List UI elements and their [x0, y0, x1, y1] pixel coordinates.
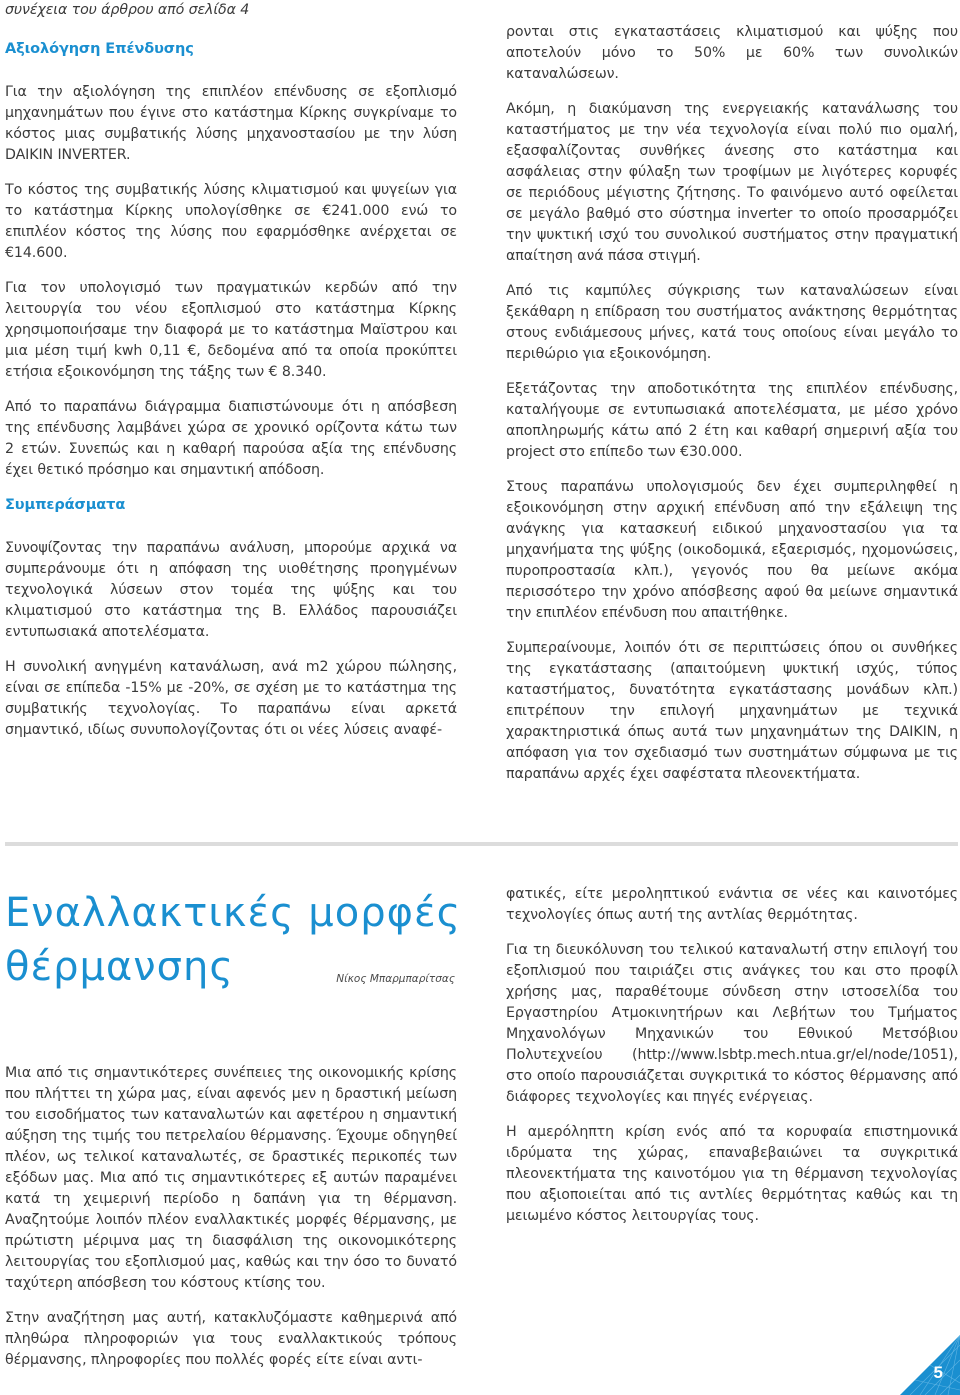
page-number: 5 — [933, 1363, 943, 1382]
page-corner-graphic — [900, 1335, 960, 1395]
paragraph: Για την αξιολόγηση της επιπλέον επένδυσης σε εξοπλισμό μηχανημάτων που έγινε στο κατάστημα Κίρκης συγκρίναμε το κόστος μιας συμβατικής λύσης μηχανοστασίου με την λύση DAIKIN INVERTER. — [5, 84, 457, 163]
section-heading-investment: Αξιολόγηση Επένδυσης — [5, 41, 194, 57]
bottom-left-column — [5, 1063, 457, 1371]
paragraph: Από τις καμπύλες σύγκρισης των καταναλώσεων είναι ξεκάθαρη η επίδραση του συστήματος ανάκτησης θερμότητας στους ενδιάμεσους μήνες, κατά τους οποίους είναι μεγάλο το περιθώριο για εξοικονόμηση. — [506, 283, 958, 362]
paragraph: ρονται στις εγκαταστάσεις κλιματισμού και ψύξης που αποτελούν μόνο το 50% με 60% των συνολικών καταναλώσεων. — [506, 24, 958, 82]
top-left-column — [5, 0, 457, 741]
paragraph: Για τον υπολογισμό των πραγματικών κερδών από την λειτουργία του νέου εξοπλισμού στο κατάστημα Κίρκης χρησιμοποιήσαμε την διαφορά με το κατάστημα Μαϊστρου και μια μέση τιμή kwh 0,11 €, δεδομένα από τα οποία προκύπτει ετήσια εξοικονόμηση της τάξης των € 8.340. — [5, 280, 457, 380]
paragraph: Συνοψίζοντας την παραπάνω ανάλυση, μπορούμε αρχικά να συμπεράνουμε ότι η απόφαση της υιοθέτησης προηγμένων τεχνολογικά λύσεων στον τομέα της ψύξης και του κλιματισμού στο κατάστημα της Β. Ελλάδος παρουσιάζει εντυπωσιακά αποτελέσματα. — [5, 540, 457, 640]
paragraph: φατικές, είτε μεροληπτικού ενάντια σε νέες και καινοτόμες τεχνολογίες όπως αυτή της αντλίας θερμότητας. — [506, 886, 958, 923]
section-heading-conclusions: Συμπεράσματα — [5, 497, 126, 513]
paragraph: Εξετάζοντας την αποδοτικότητα της επιπλέον επένδυσης, καταλήγουμε σε εντυπωσιακά αποτελέσματα, με μέσο χρόνο αποπληρωμής κάτω από 2 έτη και καθαρή σημερινή αξία του project στο επίπεδο των €30.000. — [506, 381, 958, 460]
paragraph: Στους παραπάνω υπολογισμούς δεν έχει συμπεριληφθεί η εξοικονόμηση στην αρχική επένδυση από την εξάλειψη της ανάγκης για κατασκευή ειδικού μηχανοστασίου για τα μηχανήματα της ψύξης (οικοδομικά, εξαερισμός, ηχομονώσεις, πυροπροστασία κλπ.), γεγονός που θα μείωνε ακόμα περισσότερο την χρόνο απόσβεσης αφού θα μείωνε σημαντικά την επιπλέον επένδυση που απαιτήθηκε. — [506, 479, 958, 621]
bottom-right-column — [506, 884, 958, 1227]
continued-note: συνέχεια του άρθρου από σελίδα 4 — [5, 2, 250, 18]
paragraph: Συμπεραίνουμε, λοιπόν ότι σε περιπτώσεις όπου οι συνθήκες της εγκατάστασης (απαιτούμενη ψυκτική ισχύς, τύπος καταστήματος, δυνατότητα εγκατάστασης μονάδων κλπ.) επιτρέπουν την επιλογή μηχανημάτων με τεχνικά χαρακτηριστικά όπως αυτά των μηχανημάτων της DAIKIN, η απόφαση για τον σχεδιασμό των συστημάτων σύμφωνα με τις παραπάνω αρχές έχει σαφέστατα πλεονεκτήματα. — [506, 640, 958, 782]
paragraph: Για τη διευκόλυνση του τελικού καταναλωτή στην επιλογή του εξοπλισμού που ταιριάζει στις ανάγκες του και στο προφίλ χρήσης μας, παραθέτουμε σύνδεση στην ιστοσελίδα του Εργαστηρίου Ατμοκινητήρων και Λεβήτων του Τμήματος Μηχανολόγων Μηχανικών του Εθνικού Μετσόβιου Πολυτεχνείου (http://www.lsbtp.mech.ntua.gr/el/node/1051), στο οποίο παρουσιάζεται συγκριτικά το κόστος θέρμανσης από διάφορες τεχνολογίες και πηγές ενέργειας. — [506, 942, 958, 1105]
paragraph: Το κόστος της συμβατικής λύσης κλιματισμού και ψυγείων για το κατάστημα Κίρκης υπολογίσθηκε σε €241.000 ενώ το επιπλέον κόστος της λύσης που εφαρμόσθηκε ανέρχεται σε €14.600. — [5, 182, 457, 261]
article-title-line: Εναλλακτικές μορφές — [5, 890, 462, 936]
paragraph: Η αμερόληπτη κρίση ενός από τα κορυφαία επιστημονικά ιδρύματα της χώρας, επαναβεβαιώνει τα συγκριτικά πλεονεκτήματα της καινοτόμου για τη θέρμανση τεχνολογίας που αξιοποιείται από τις αντλίες θερμότητας καθώς και τη μειωμένο κόστος λειτουργίας τους. — [506, 1124, 958, 1224]
section-divider — [5, 842, 958, 846]
author-name: Νίκος Μπαρμπαρίτσας — [336, 973, 455, 985]
paragraph: Από το παραπάνω διάγραμμα διαπιστώνουμε ότι η απόσβεση της επένδυσης λαμβάνει χώρα σε χρονικό ορίζοντα κάτω των 2 ετών. Συνεπώς και η καθαρή παρούσα αξία της επένδυσης έχει θετικό πρόσημο και σημαντική απόδοση. — [5, 399, 457, 478]
article-title-line: θέρμανσης — [5, 944, 234, 990]
top-right-column — [506, 22, 958, 785]
paragraph: Η συνολική ανηγμένη κατανάλωση, ανά m2 χώρου πώλησης, είναι σε επίπεδα -15% με -20%, σε σχέση με το κατάστημα της συμβατικής τεχνολογίας. Το παραπάνω είναι αρκετά σημαντικό, ιδίως συνυπολογίζοντας ότι οι νέες λύσεις αναφέ- — [5, 659, 457, 738]
paragraph: Στην αναζήτηση μας αυτή, κατακλυζόμαστε καθημερινά από πληθώρα πληροφοριών για τους εναλλακτικούς τρόπους θέρμανσης, πληροφορίες που πολλές φορές είτε είναι αντι- — [5, 1310, 457, 1368]
paragraph: Ακόμη, η διακύμανση της ενεργειακής κατανάλωσης του καταστήματος με την νέα τεχνολογία είναι πολύ πιο ομαλή, εξασφαλίζοντας συνθήκες άνεσης στο κατάστημα και ασφάλειας στην φύλαξη των τροφίμων με λιγότερες κορυφές σε περιόδους μέγιστης ζήτησης. Το φαινόμενο αυτό οφείλεται σε μεγάλο βαθμό στο σύστημα inverter το οποίο προσαρμόζει την ψυκτική ισχύ του συνολικού συστήματος στην πραγματική απαίτηση ανά πάσα στιγμή. — [506, 101, 958, 264]
paragraph: Μια από τις σημαντικότερες συνέπειες της οικονομικής κρίσης που πλήττει τη χώρα μας, είναι αφενός μεν η δραστική μείωση του εισοδήματος των καταναλωτών και αφετέρου η σημαντική αύξηση της τιμής του πετρελαίου θέρμανσης. Έχουμε οδηγηθεί πλέον, ως τελικοί καταναλωτές, σε δραστικές περικοπές των εξόδων μας. Μια από τις σημαντικότερες εξ αυτών παραμένει κατά τη χειμερινή περίοδο η δαπάνη για τη θέρμανση. Αναζητούμε λοιπόν πλέον εναλλακτικές μορφές θέρμανσης, με πρώτιστη μέριμνα μας τη διασφάλιση της οικονομικότερης λειτουργίας του εξοπλισμού μας, καθώς και την όσο το δυνατό ταχύτερη απόσβεση του κόστους κτίσης του. — [5, 1065, 457, 1291]
